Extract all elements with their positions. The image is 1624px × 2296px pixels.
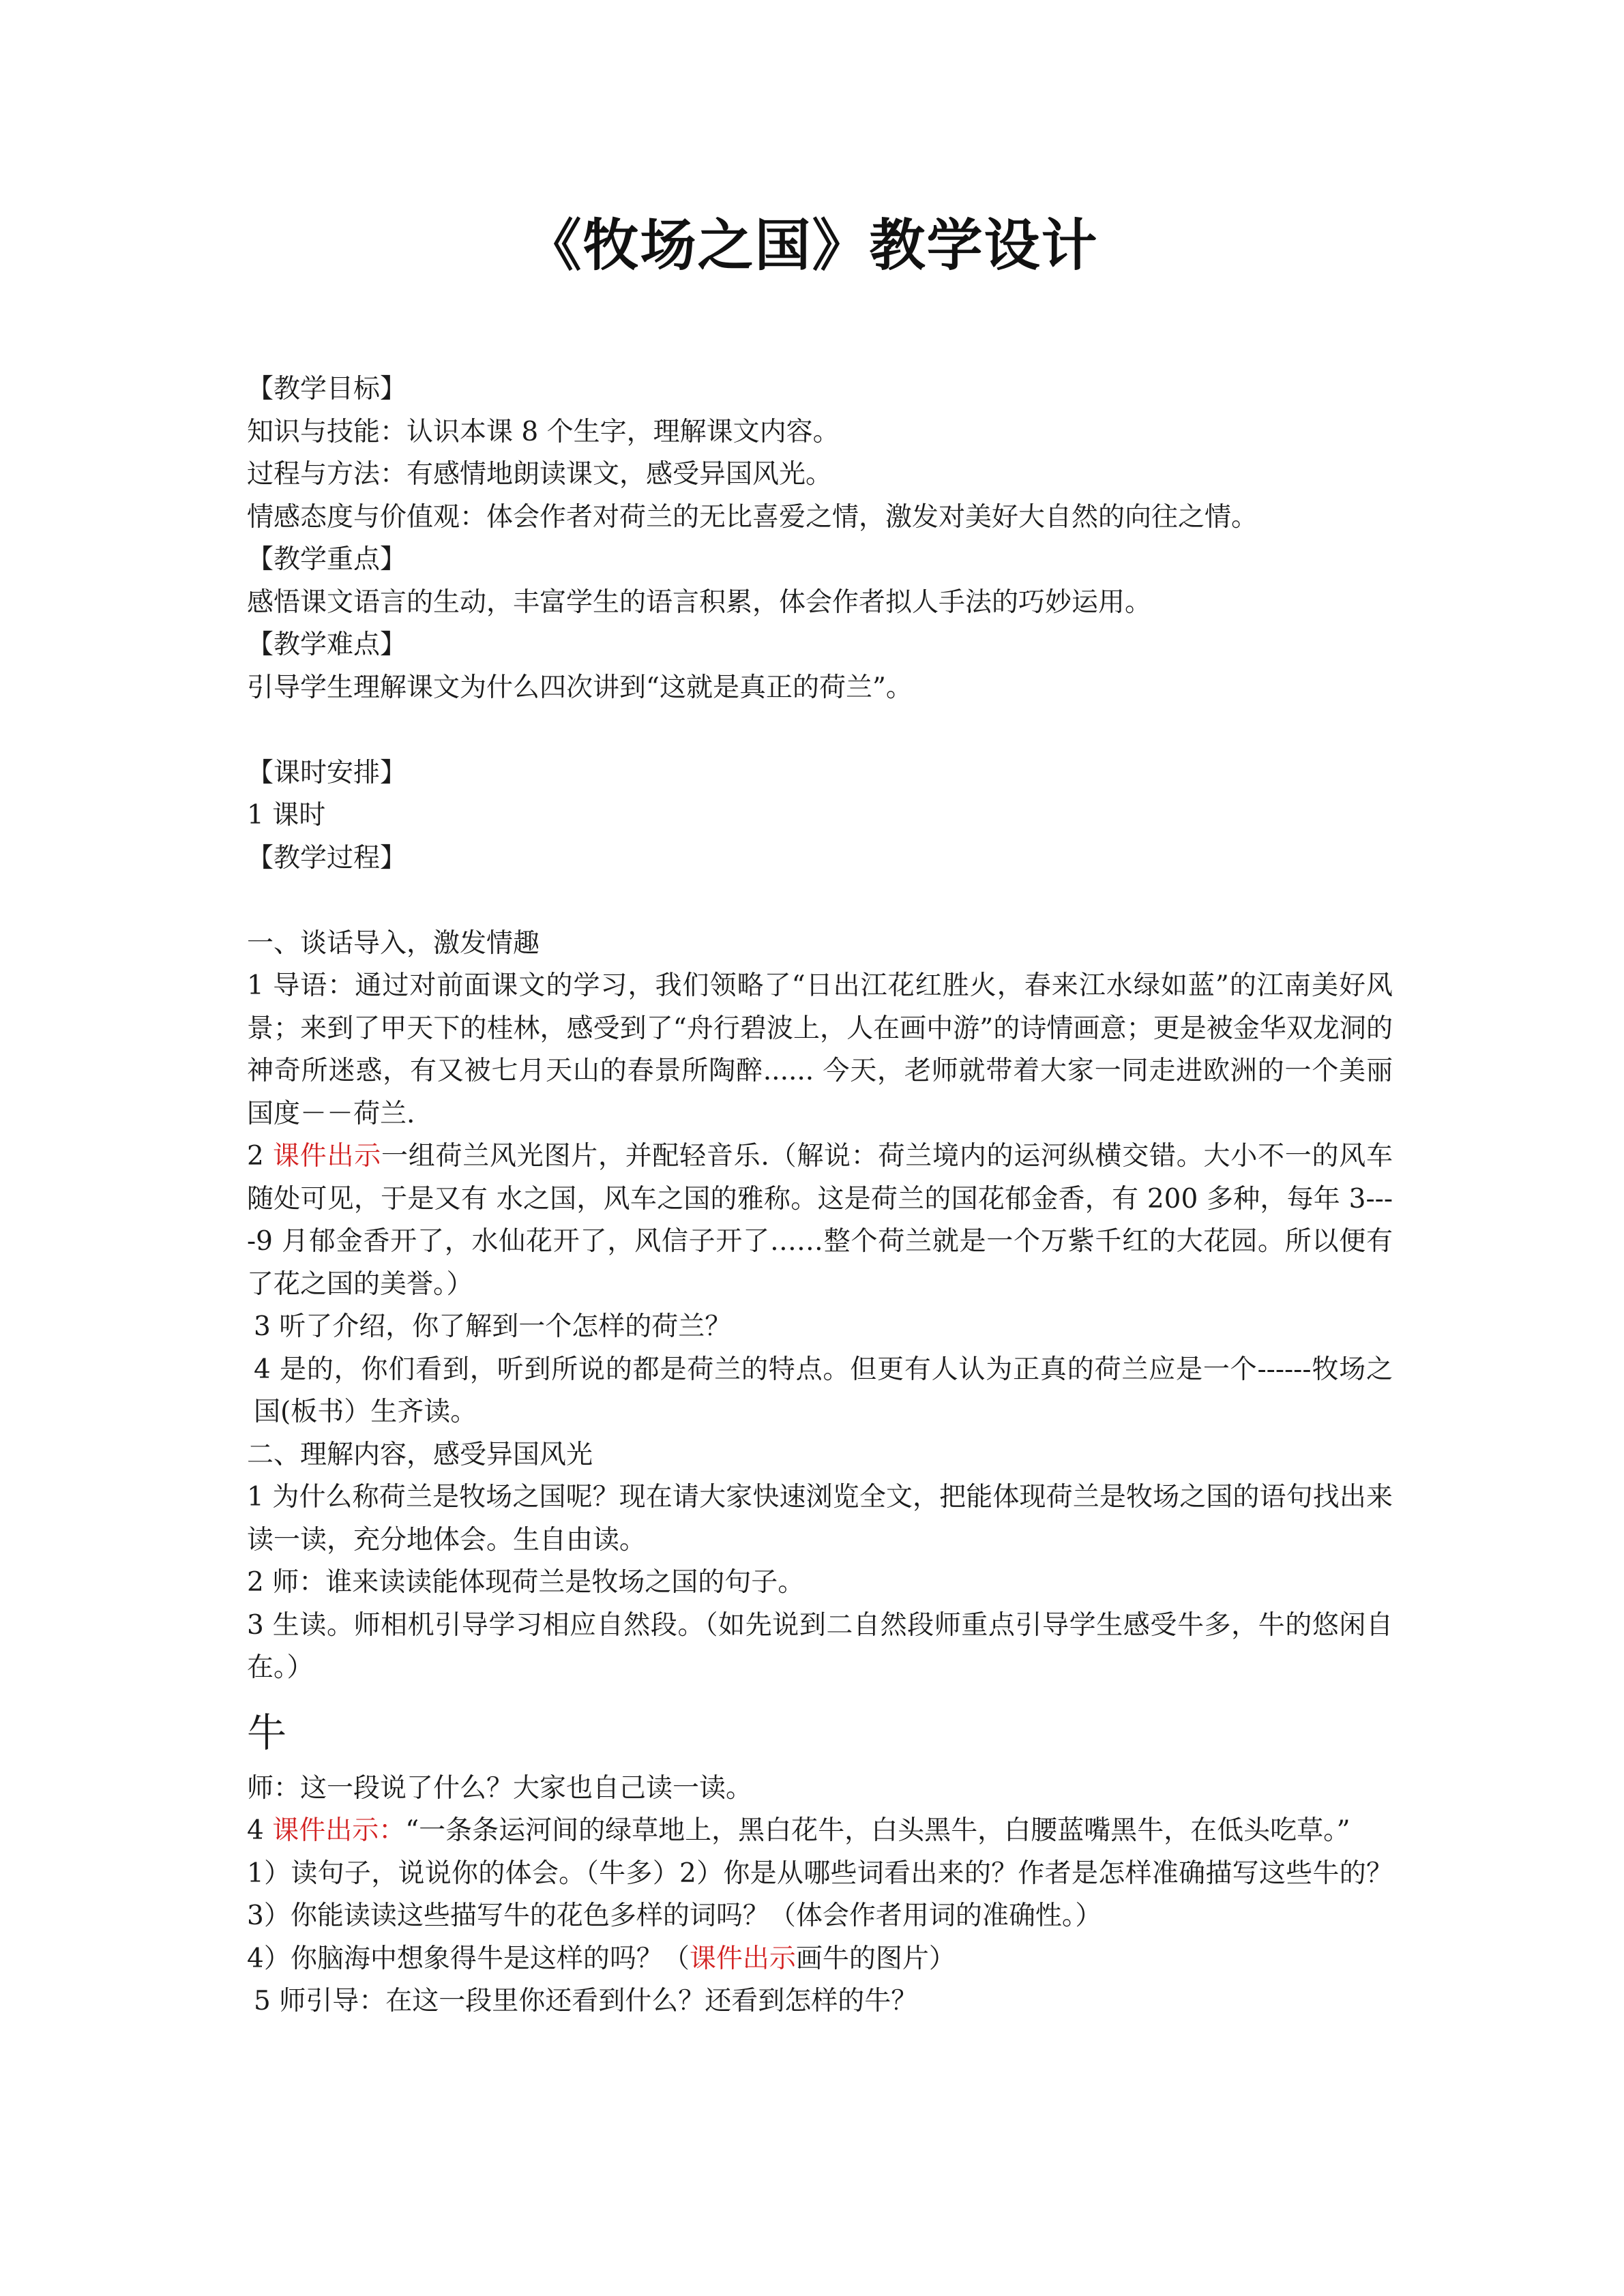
courseware-highlight: 课件出示： (272, 1815, 406, 1846)
section-heading-content: 二、理解内容，感受异国风光 (247, 1439, 593, 1470)
courseware-paragraph (247, 1135, 1393, 1306)
answer-paragraph: 4 是的，你们看到，听到所说的都是荷兰的特点。但更有人认为正真的荷兰应是一个------牧场之国(板书）生齐读。 (254, 1354, 1393, 1427)
paragraph-number: 4 (247, 1815, 273, 1846)
section-keyword: 牛 (247, 1709, 287, 1756)
paragraph-text: 一组荷兰风光图片，并配轻音乐.（解说：荷兰境内的运河纵横交错。大小不一的风车随处可见，于是又有 水之国，风车之国的雅称。这是荷兰的国花郁金香，有 200 多种，每年 3----9 月郁金香开了，水仙花开了，风信子开了……整个荷兰就是一个万紫千红的大花园。所以便有了花之国的美誉。） (247, 1141, 1393, 1300)
questions-paragraph: 1）读句子，说说你的体会。（牛多）2）你是从哪些词看出来的？作者是怎样准确描写这些牛的？3）你能读读这些描写牛的花色多样的词吗？（体会作者用词的准确性。） (247, 1858, 1393, 1931)
spacer (247, 709, 1393, 752)
paragraph-text: 4）你脑海中想象得牛是这样的吗？（ (247, 1943, 690, 1974)
paragraph-text: “一条条运河间的绿草地上，黑白花牛，白头黑牛，白腰蓝嘴黑牛，在低头吃草。” (405, 1815, 1350, 1846)
paragraph-text: 画牛的图片） (795, 1943, 956, 1974)
process-heading: 【教学过程】 (247, 842, 407, 874)
content-paragraph-1: 1 为什么称荷兰是牧场之国呢？现在请大家快速浏览全文，把能体现荷兰是牧场之国的语句找出来读一读，充分地体会。生自由读。 (247, 1482, 1393, 1555)
paragraph-number: 2 (247, 1141, 273, 1172)
content-paragraph-2: 2 师：谁来读读能体现荷兰是牧场之国的句子。 (247, 1567, 805, 1598)
intro-paragraph: 1 导语：通过对前面课文的学习，我们领略了“日出江花红胜火，春来江水绿如蓝”的江南美好风景；来到了甲天下的桂林，感受到了“舟行碧波上，人在画中游”的诗情画意；更是被金华双龙洞的神奇所迷惑，有又被七月天山的春景所陶醉...... 今天，老师就带着大家一同走进欧洲的一个美丽国度－－荷兰. (247, 970, 1393, 1129)
goals-heading: 【教学目标】 (247, 374, 407, 404)
goal-knowledge: 知识与技能：认识本课 8 个生字，理解课文内容。 (247, 416, 840, 447)
key-heading: 【教学重点】 (247, 544, 407, 575)
goal-emotion: 情感态度与价值观：体会作者对荷兰的无比喜爱之情，激发对美好大自然的向往之情。 (247, 501, 1258, 533)
page-title: 《牧场之国》教学设计 (525, 213, 1099, 278)
courseware-quote-paragraph (247, 1810, 1393, 1853)
key-text: 感悟课文语言的生动，丰富学生的语言积累，体会作者拟人手法的巧妙运用。 (247, 586, 1152, 618)
schedule-text: 1 课时 (247, 800, 326, 831)
teacher-prompt: 师：这一段说了什么？大家也自己读一读。 (247, 1772, 753, 1804)
content-paragraph-3: 3 生读。师相机引导学习相应自然段。（如先说到二自然段师重点引导学生感受牛多，牛的悠闲自在。） (247, 1609, 1393, 1683)
difficulty-heading: 【教学难点】 (247, 629, 407, 660)
courseware-highlight: 课件出示 (689, 1943, 796, 1974)
document-body (247, 368, 1393, 2023)
goal-method: 过程与方法：有感情地朗读课文，感受异国风光。 (247, 459, 833, 490)
guide-paragraph: 5 师引导：在这一段里你还看到什么？还看到怎样的牛？ (254, 1986, 918, 2016)
section-heading-intro: 一、谈话导入，激发情趣 (247, 927, 540, 959)
question-paragraph: 3 听了介绍，你了解到一个怎样的荷兰？ (254, 1311, 732, 1342)
imagine-paragraph (247, 1938, 1393, 1981)
schedule-heading: 【课时安排】 (247, 757, 407, 788)
spacer (247, 880, 1393, 923)
courseware-highlight: 课件出示 (272, 1141, 381, 1172)
difficulty-text: 引导学生理解课文为什么四次讲到“这就是真正的荷兰”。 (247, 672, 913, 703)
